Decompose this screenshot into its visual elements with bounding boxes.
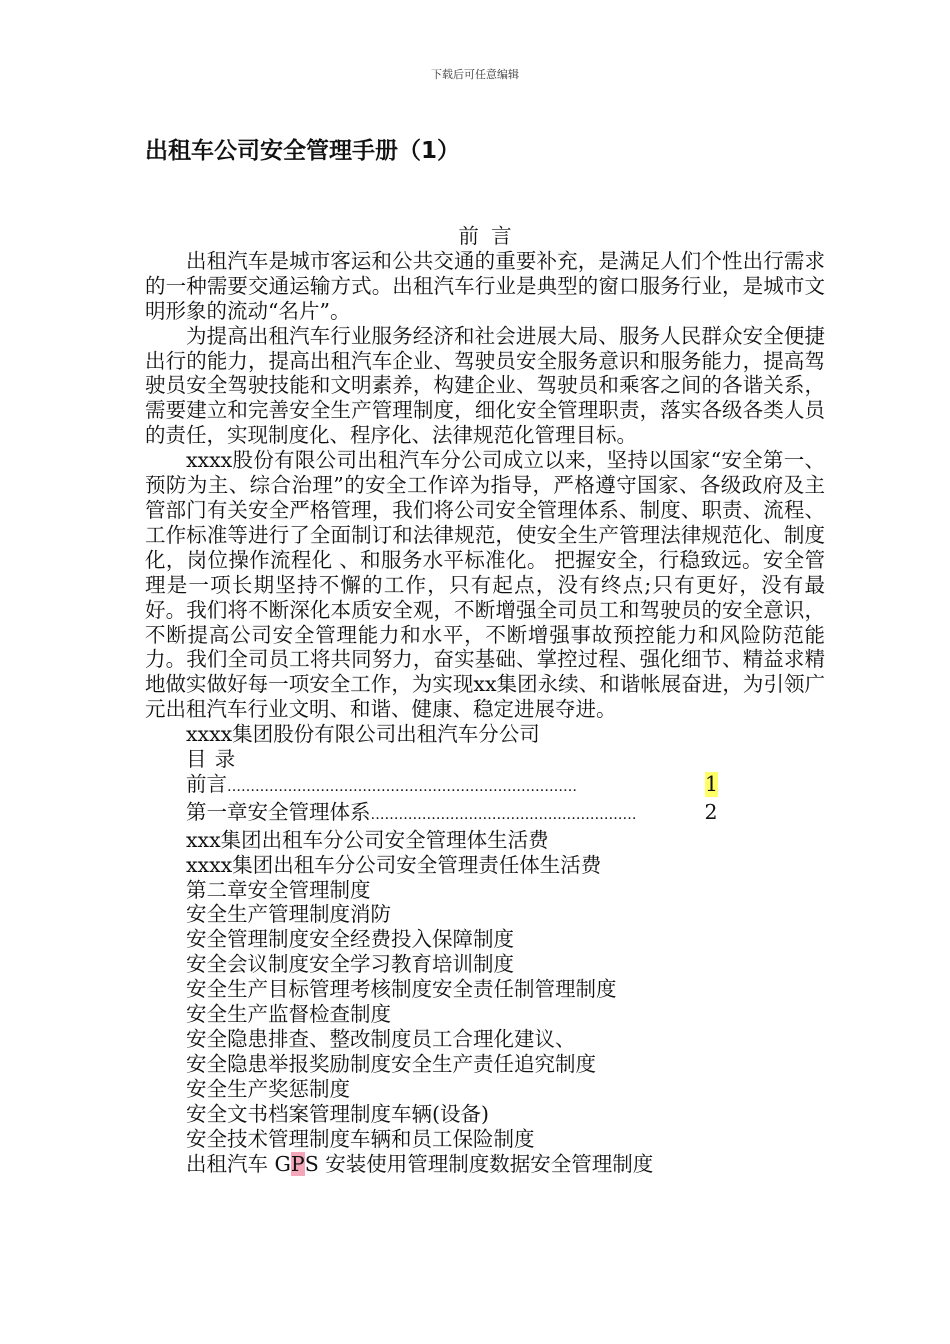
- toc-leader-dots: …………………………………………………………………: [227, 778, 577, 795]
- toc-heading: 目录: [186, 747, 244, 772]
- toc-item-text-before: 出租汽车 G: [186, 1151, 291, 1176]
- toc-leader-dots: …………………………………………………: [370, 806, 637, 823]
- preface-paragraph-1: 出租汽车是城市客运和公共交通的重要补充，是满足人们个性出行需求的一种需要交通运输方式。出租汽车行业是典型的窗口服务行业，是城市文明形象的流动“名片”。: [145, 248, 825, 323]
- toc-item: xxxx集团出租车分公司安全管理责任体生活费: [186, 852, 602, 877]
- preface-paragraph-2: 为提高出租汽车行业服务经济和社会进展大局、服务人民群众安全便捷出行的能力，提高出租汽车企业、驾驶员安全服务意识和服务能力，提高驾驶员安全驾驶技能和文明素养，构建企业、驾驶员和乘客之间的各谐关系，需要建立和完善安全生产管理制度，细化安全管理职责，落实各级各类人员的责任，实现制度化、程序化、法律规范化管理目标。: [145, 323, 825, 448]
- toc-item: xxx集团出租车分公司安全管理体生活费: [186, 827, 549, 852]
- preface-paragraph-3: xxxx股份有限公司出租汽车分公司成立以来，坚持以国家“安全第一、预防为主、综合治理”的安全工作谇为指导，严格遵守国家、各级政府及主管部门有关安全严格管理，我们将公司安全管理体系、制度、职责、流程、工作标准等进行了全面制订和法律规范，使安全生产管理法律规范化、制度化，岗位操作流程化 、和服务水平标准化。 把握安全，行稳致远。安全管理是一项长期坚持不懈的工作，只有起点，没有终点;只有更好，没有最好。我们将不断深化本质安全观，不断增强全司员工和驾驶员的安全意识，不断提高公司安全管理能力和水平，不断增强事故预控能力和风险防范能力。我们全司员工将共同努力，奋实基础、掌控过程、强化细节、精益求精地做实做好每一项安全工作，为实现xx集团永续、和谐帐展奋进，为引领广元出租汽车行业文明、和谐、健康、稳定进展夺进。: [145, 448, 825, 722]
- toc-entry-preface[interactable]: [145, 772, 825, 800]
- toc-item: 安全隐患排查、整改制度员工合理化建议、: [186, 1027, 576, 1051]
- toc-entry-chapter-1[interactable]: [145, 800, 825, 828]
- toc-item: 安全文书档案管理制度车辆(设备): [186, 1101, 489, 1126]
- document-title: 出租车公司安全管理手册（1）: [145, 138, 461, 164]
- toc-item: 安全会议制度安全学习教育培训制度: [186, 952, 514, 977]
- toc-item: 安全管理制度安全经费投入保障制度: [186, 927, 514, 952]
- toc-item: 安全技术管理制度车辆和员工保险制度: [186, 1126, 535, 1151]
- preface-heading: 前言: [458, 224, 524, 248]
- toc-item: 第二章安全管理制度: [186, 877, 371, 902]
- preface-signature: xxxx集团股份有限公司出租汽车分公司: [186, 722, 540, 747]
- page-header-note: 下载后可任意编辑: [431, 68, 519, 81]
- toc-item-gps: [145, 1152, 825, 1177]
- toc-item: 安全生产奖惩制度: [186, 1076, 350, 1101]
- toc-item: 安全生产目标管理考核制度安全责任制管理制度: [186, 977, 617, 1002]
- toc-page-number: 2: [704, 799, 718, 824]
- toc-item-text-after: S 安装使用管理制度数据安全管理制度: [304, 1151, 654, 1176]
- document-body: [145, 224, 825, 1176]
- highlighted-text: P: [290, 1151, 305, 1176]
- toc-entry-label: 第一章安全管理体系: [186, 799, 371, 824]
- toc-item: 安全生产管理制度消防: [186, 902, 391, 927]
- toc-item: 安全生产监督检查制度: [186, 1002, 391, 1027]
- toc-entry-label: 前言: [186, 771, 227, 796]
- toc-page-number: 1: [705, 771, 719, 796]
- toc-item: 安全隐患举报奖励制度安全生产责任追究制度: [186, 1051, 596, 1076]
